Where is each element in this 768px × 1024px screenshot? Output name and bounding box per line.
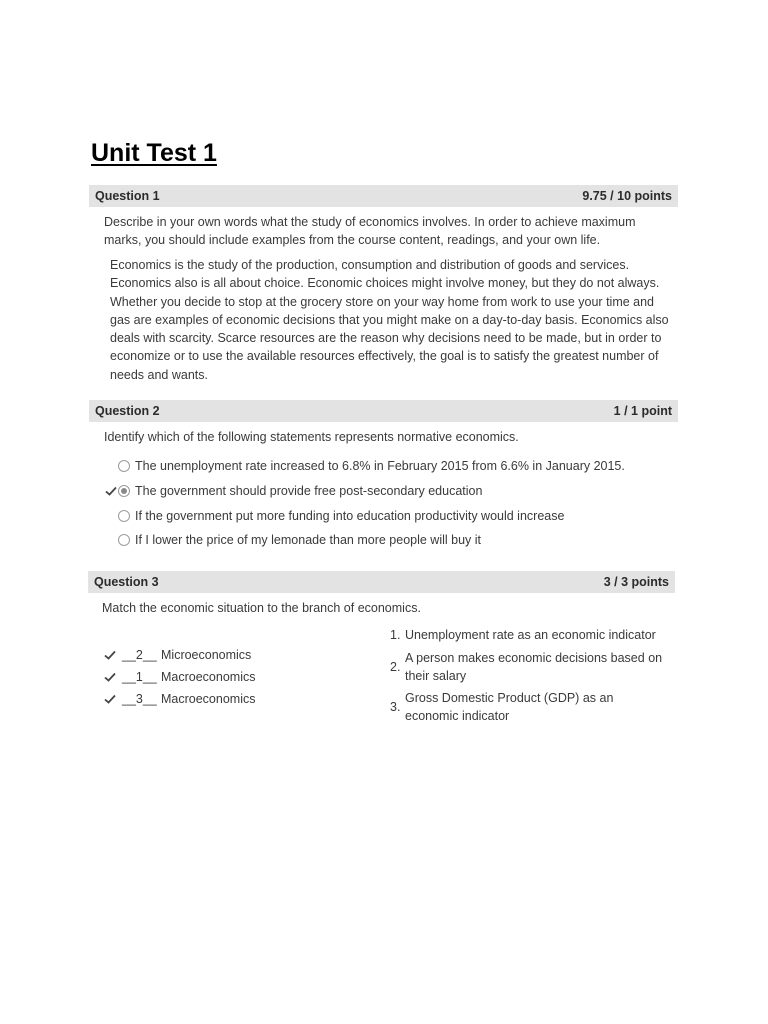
match-row-2 (104, 668, 255, 686)
radio-button[interactable] (118, 510, 130, 522)
question-3-prompt: Match the economic situation to the branch of economics. (102, 601, 421, 615)
checkmark-icon (103, 486, 118, 496)
question-3-score: 3 / 3 points (603, 575, 669, 589)
question-2-prompt: Identify which of the following statements represents normative economics. (104, 430, 519, 444)
question-2-label: Question 2 (95, 404, 160, 418)
question-1-answer: Economics is the study of the production, consumption and distribution of goods and services. Economics also is all about choice. Economic choices might involve money, but they do not always. Whether you decide to stop at the grocery store on your way home from work to use your time and gas are examples of economic decisions that you might make on a day-to-day basis. Economics also deals with scarcity. Scarce resources are the reason why decisions need to be made, but in order to economize or to use the available resources effectively, the goal is to satisfy the greatest number of needs and wants. (110, 258, 669, 382)
radio-button-selected[interactable] (118, 485, 130, 497)
question-1-header (89, 185, 678, 207)
definition-text: A person makes economic decisions based on their salary (405, 651, 663, 683)
match-label: Microeconomics (161, 648, 252, 662)
question-3-header (88, 571, 675, 593)
match-row-1 (104, 646, 251, 664)
definition-1 (390, 627, 680, 645)
radio-button[interactable] (118, 460, 130, 472)
match-answer[interactable]: __1__ (122, 670, 157, 684)
definition-2 (390, 650, 680, 685)
match-label: Macroeconomics (161, 692, 256, 706)
option-label: The government should provide free post-secondary education (135, 484, 483, 498)
question-1-label: Question 1 (95, 189, 160, 203)
radio-button[interactable] (118, 534, 130, 546)
question-1-prompt: Describe in your own words what the study of economics involves. In order to achieve maximum marks, you should include examples from the course content, readings, and your own life. (104, 215, 636, 247)
question-2-option-1[interactable] (103, 457, 625, 475)
match-label: Macroeconomics (161, 670, 256, 684)
definition-text: Gross Domestic Product (GDP) as an economic indicator (405, 691, 614, 723)
question-2-score: 1 / 1 point (613, 404, 672, 418)
question-2-option-3[interactable] (103, 507, 564, 525)
match-answer[interactable]: __2__ (122, 648, 157, 662)
definition-number: 3. (390, 699, 401, 714)
question-1-score: 9.75 / 10 points (582, 189, 672, 203)
page-title: Unit Test 1 (91, 139, 217, 167)
option-label: If I lower the price of my lemonade than more people will buy it (135, 533, 482, 547)
definition-number: 1. (390, 628, 401, 642)
definition-3 (390, 690, 680, 725)
question-2-header (89, 400, 678, 422)
definition-number: 2. (390, 659, 401, 674)
definition-text: Unemployment rate as an economic indicator (405, 628, 656, 642)
question-2-option-4[interactable] (103, 531, 481, 549)
question-2-option-2[interactable] (103, 482, 482, 500)
checkmark-icon (104, 694, 120, 704)
option-label: The unemployment rate increased to 6.8% in February 2015 from 6.6% in January 2015. (135, 459, 625, 473)
checkmark-icon (104, 672, 120, 682)
question-3-label: Question 3 (94, 575, 159, 589)
match-row-3 (104, 690, 255, 708)
match-answer[interactable]: __3__ (122, 692, 157, 706)
checkmark-icon (104, 650, 120, 660)
option-label: If the government put more funding into education productivity would increase (135, 509, 565, 523)
